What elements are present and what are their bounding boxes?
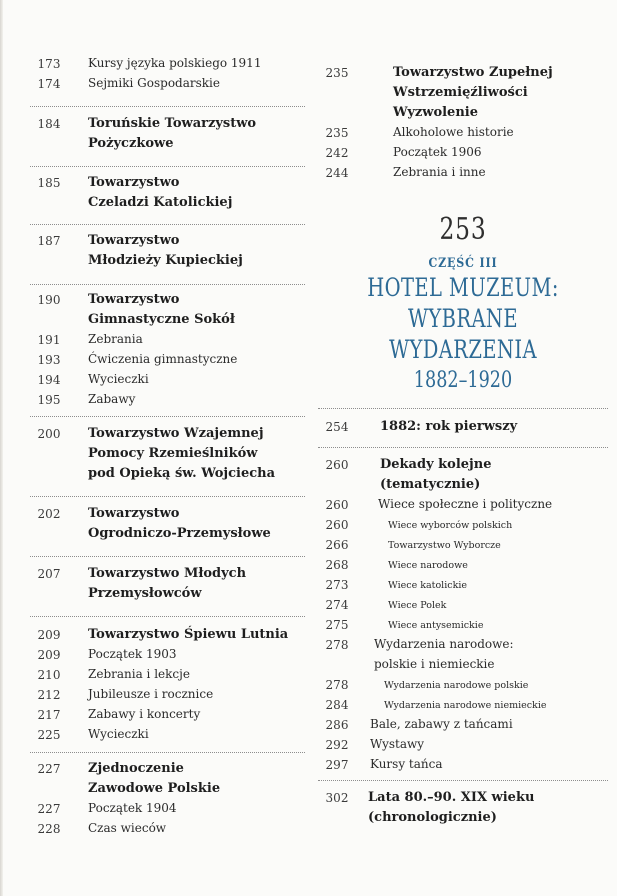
entry-title: Towarzystwo	[88, 506, 180, 521]
entry-title: Zebrania	[88, 332, 143, 346]
page-number: 275	[325, 618, 349, 632]
entry-title: Kursy języka polskiego 1911	[88, 56, 262, 70]
toc-entry[interactable]	[318, 456, 608, 476]
page-number: 297	[325, 758, 349, 772]
page-number: 278	[325, 678, 349, 692]
page-number: 210	[37, 668, 61, 682]
entry-title: Towarzystwo Zupełnej	[393, 65, 553, 80]
toc-entry-continuation	[318, 809, 608, 829]
entry-title-line2: Wstrzemięźliwości	[393, 85, 528, 100]
page-number: 194	[37, 373, 61, 387]
entry-title: Towarzystwo	[88, 175, 180, 190]
toc-entry-continuation	[30, 465, 305, 485]
toc-entry[interactable]	[30, 331, 305, 351]
page-number: 190	[37, 293, 61, 307]
toc-entry[interactable]	[30, 646, 305, 666]
entry-title: Początek 1906	[393, 145, 482, 159]
page-number: 278	[325, 638, 349, 652]
entry-title-line2: polskie i niemieckie	[374, 657, 495, 671]
entry-title-line3: Wyzwolenie	[393, 105, 478, 120]
dotted-divider	[318, 408, 608, 409]
page-number: 242	[325, 146, 349, 160]
dotted-divider	[318, 447, 608, 448]
toc-group	[318, 64, 608, 184]
toc-entry[interactable]	[318, 164, 608, 184]
entry-title: Towarzystwo	[88, 233, 180, 248]
entry-title: Alkoholowe historie	[393, 125, 514, 139]
dotted-divider	[30, 166, 305, 167]
toc-group	[30, 55, 305, 95]
toc-entry[interactable]	[318, 536, 608, 556]
entry-title-line2: Gimnastyczne Sokół	[88, 312, 235, 327]
entry-title-line2: Pomocy Rzemieślników	[88, 446, 258, 461]
toc-entry[interactable]	[318, 789, 608, 809]
toc-entry[interactable]	[30, 726, 305, 746]
entry-title-line2: Ogrodniczo-Przemysłowe	[88, 526, 271, 541]
dotted-divider	[30, 284, 305, 285]
page-edge	[0, 0, 3, 896]
entry-title-line2: (tematycznie)	[380, 477, 481, 492]
page-number: 302	[325, 791, 349, 805]
page-number: 193	[37, 353, 61, 367]
dotted-divider	[30, 556, 305, 557]
dotted-divider	[30, 106, 305, 107]
toc-entry[interactable]	[30, 626, 305, 646]
entry-title: Sejmiki Gospodarskie	[88, 76, 220, 90]
entry-title: Wiece społeczne i polityczne	[378, 497, 553, 511]
toc-group	[30, 115, 305, 155]
toc-entry[interactable]	[30, 565, 305, 585]
entry-title-line2: Czeladzi Katolickiej	[88, 195, 233, 210]
toc-entry-continuation	[318, 104, 608, 124]
toc-entry[interactable]	[318, 636, 608, 656]
entry-title: Wycieczki	[88, 372, 149, 386]
entry-title: Ćwiczenia gimnastyczne	[88, 352, 238, 366]
toc-entry[interactable]	[318, 418, 608, 438]
page-number: 244	[325, 166, 349, 180]
page-number: 207	[37, 567, 61, 581]
entry-title-line3: pod Opieką św. Wojciecha	[88, 466, 276, 481]
entry-title: Wydarzenia narodowe polskie	[384, 680, 529, 691]
toc-entry-continuation	[30, 585, 305, 605]
toc-entry[interactable]	[318, 696, 608, 716]
page-number: 268	[325, 558, 349, 572]
page-number: 212	[37, 688, 61, 702]
entry-title: Zabawy i koncerty	[88, 707, 201, 721]
toc-entry[interactable]	[318, 496, 608, 516]
entry-title: Bale, zabawy z tańcami	[370, 717, 513, 731]
dotted-divider	[30, 496, 305, 497]
page-number: 274	[325, 598, 349, 612]
toc-entry[interactable]	[318, 736, 608, 756]
entry-title: Jubileusze i rocznice	[88, 687, 214, 701]
page-number: 260	[325, 498, 349, 512]
entry-title: Wycieczki	[88, 727, 149, 741]
toc-group	[30, 760, 305, 840]
toc-entry-continuation	[30, 525, 305, 545]
page-number: 227	[37, 762, 61, 776]
entry-title: Wiece Polek	[388, 600, 447, 611]
toc-entry[interactable]	[30, 505, 305, 525]
entry-title: Towarzystwo Śpiewu Lutnia	[88, 627, 289, 642]
toc-entry[interactable]	[318, 756, 608, 776]
page-number: 173	[37, 57, 61, 71]
page-number: 228	[37, 822, 61, 836]
page-number: 254	[325, 420, 349, 434]
toc-entry[interactable]	[30, 666, 305, 686]
toc-entry[interactable]	[318, 596, 608, 616]
page-number: 225	[37, 728, 61, 742]
page-number: 187	[37, 234, 61, 248]
part-title-line3: WYDARZENIA	[389, 335, 537, 364]
toc-group	[318, 456, 608, 776]
toc-entry[interactable]	[30, 75, 305, 95]
toc-entry-continuation	[30, 311, 305, 331]
toc-entry[interactable]	[318, 556, 608, 576]
page-number: 209	[37, 628, 61, 642]
page-number: 292	[325, 738, 349, 752]
toc-entry[interactable]	[30, 115, 305, 135]
entry-title: Dekady kolejne	[380, 457, 492, 472]
toc-group	[30, 626, 305, 746]
toc-entry[interactable]	[30, 391, 305, 411]
toc-entry[interactable]	[30, 55, 305, 75]
toc-entry[interactable]	[318, 616, 608, 636]
entry-title: Wiece katolickie	[388, 580, 467, 591]
toc-entry[interactable]	[318, 676, 608, 696]
toc-entry[interactable]	[30, 425, 305, 445]
toc-entry-continuation	[30, 780, 305, 800]
entry-title: Towarzystwo Młodych	[88, 566, 247, 581]
page-number: 202	[37, 507, 61, 521]
toc-entry-continuation	[30, 135, 305, 155]
entry-title: Towarzystwo	[88, 292, 180, 307]
dotted-divider	[318, 780, 608, 781]
part-header	[318, 210, 608, 396]
dotted-divider	[30, 224, 305, 225]
entry-title: Wiece wyborców polskich	[388, 520, 513, 531]
dotted-divider	[30, 416, 305, 417]
toc-entry[interactable]	[318, 124, 608, 144]
dotted-divider	[30, 616, 305, 617]
toc-group	[30, 565, 305, 605]
page-number: 209	[37, 648, 61, 662]
entry-title: Lata 80.–90. XIX wieku	[368, 790, 535, 805]
toc-entry[interactable]	[318, 716, 608, 736]
toc-entry[interactable]	[30, 686, 305, 706]
toc-entry-continuation	[318, 656, 608, 676]
entry-title: Początek 1904	[88, 801, 177, 815]
toc-entry[interactable]	[318, 516, 608, 536]
entry-title: Czas wieców	[88, 821, 167, 835]
page-number: 266	[325, 538, 349, 552]
toc-entry[interactable]	[30, 706, 305, 726]
page-number: 174	[37, 77, 61, 91]
entry-title-line2: Młodzieży Kupieckiej	[88, 253, 243, 268]
page-number: 185	[37, 176, 61, 190]
toc-entry[interactable]	[30, 800, 305, 820]
entry-title: Wydarzenia narodowe niemieckie	[384, 700, 547, 711]
part-title-line2: WYBRANE	[407, 304, 519, 333]
entry-title: Zabawy	[88, 392, 136, 406]
page-number: 217	[37, 708, 61, 722]
part-label: CZĘŚĆ III	[428, 256, 498, 271]
page-number: 235	[325, 126, 349, 140]
page-number: 286	[325, 718, 349, 732]
entry-title: Kursy tańca	[370, 757, 443, 771]
entry-title: Wydarzenia narodowe:	[374, 637, 514, 651]
entry-title: Zjednoczenie	[88, 761, 184, 776]
toc-entry[interactable]	[30, 760, 305, 780]
part-years: 1882–1920	[413, 368, 513, 393]
entry-title: Toruńskie Towarzystwo	[88, 116, 257, 131]
page-number: 195	[37, 393, 61, 407]
toc-entry[interactable]	[30, 371, 305, 391]
toc-entry[interactable]	[318, 576, 608, 596]
toc-entry[interactable]	[30, 351, 305, 371]
page-number: 260	[325, 458, 349, 472]
entry-title: Wiece narodowe	[388, 560, 468, 571]
entry-title-line2: Pożyczkowe	[88, 136, 174, 151]
page-number: 235	[325, 66, 349, 80]
toc-group	[318, 789, 608, 829]
entry-title: Zebrania i inne	[393, 165, 486, 179]
entry-title: Towarzystwo Wzajemnej	[88, 426, 264, 441]
toc-entry-continuation	[318, 84, 608, 104]
entry-title: Towarzystwo Wyborcze	[388, 540, 501, 551]
entry-title-line2: Zawodowe Polskie	[88, 781, 221, 796]
toc-entry[interactable]	[30, 174, 305, 194]
page-number: 227	[37, 802, 61, 816]
part-page-number[interactable]: 253	[439, 212, 487, 247]
toc-group	[318, 418, 608, 438]
toc-entry-continuation	[30, 252, 305, 272]
page-number: 184	[37, 117, 61, 131]
entry-title-line2: (chronologicznie)	[368, 810, 497, 825]
toc-entry-continuation	[318, 476, 608, 496]
entry-title: Wiece antysemickie	[388, 620, 484, 631]
toc-entry[interactable]	[318, 144, 608, 164]
entry-title-line2: Przemysłowców	[88, 586, 202, 601]
entry-title: 1882: rok pierwszy	[380, 419, 518, 434]
page-number: 260	[325, 518, 349, 532]
toc-entry[interactable]	[30, 291, 305, 311]
toc-entry-continuation	[30, 445, 305, 465]
entry-title: Początek 1903	[88, 647, 177, 661]
entry-title: Zebrania i lekcje	[88, 667, 190, 681]
page-number: 273	[325, 578, 349, 592]
entry-title: Wystawy	[370, 737, 425, 751]
toc-entry[interactable]	[30, 820, 305, 840]
toc-group	[30, 174, 305, 214]
dotted-divider	[30, 752, 305, 753]
toc-entry[interactable]	[30, 232, 305, 252]
toc-entry[interactable]	[318, 64, 608, 84]
part-title-line1: HOTEL MUZEUM:	[367, 273, 559, 302]
toc-group	[30, 425, 305, 485]
toc-group	[30, 232, 305, 272]
page-number: 191	[37, 333, 61, 347]
toc-group	[30, 505, 305, 545]
toc-group	[30, 291, 305, 411]
toc-entry-continuation	[30, 194, 305, 214]
page-number: 284	[325, 698, 349, 712]
page-number: 200	[37, 427, 61, 441]
